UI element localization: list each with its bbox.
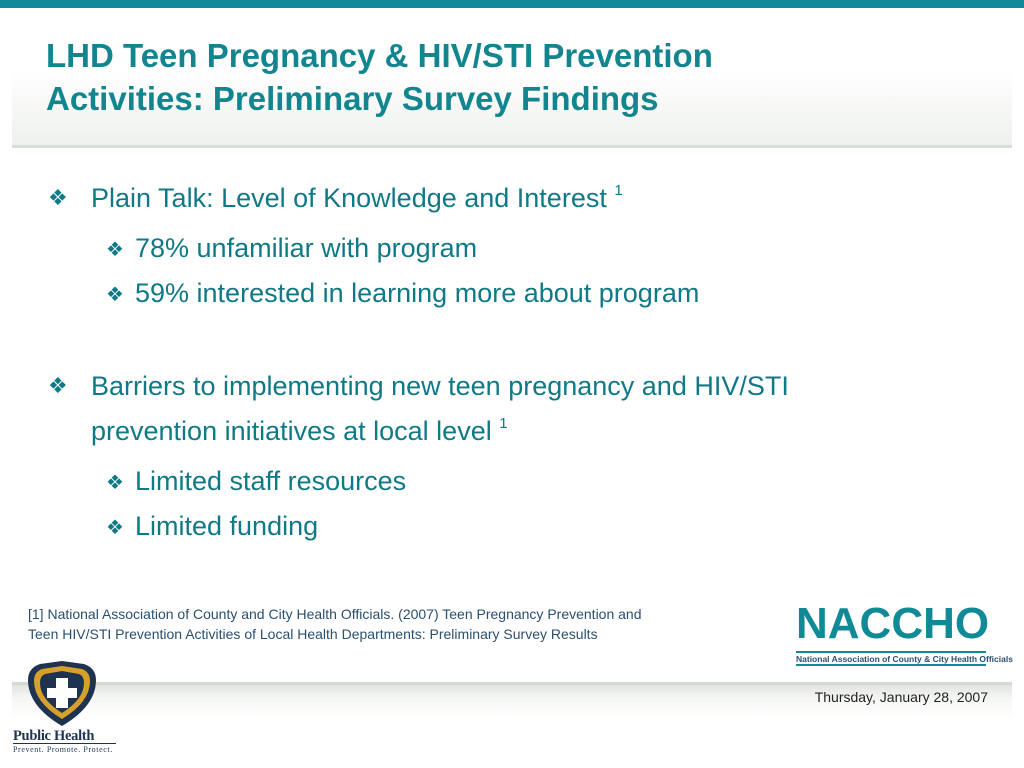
public-health-logo-tagline: Prevent. Promote. Protect. [13,743,116,754]
bullet-text: Plain Talk: Level of Knowledge and Interest [91,183,607,213]
slide-title-line1: LHD Teen Pregnancy & HIV/STI Prevention [46,37,713,74]
slide-title-line2: Activities: Preliminary Survey Findings [46,80,659,117]
sub-bullet-text: 78% unfamiliar with program [135,233,478,263]
naccho-logo [796,599,1013,666]
bullet-item [48,176,928,221]
footnote-ref: 1 [499,415,508,432]
diamond-bullet-icon: ❖ [106,515,124,539]
bullet-item [48,364,928,454]
footnote-line1: [1] National Association of County and City Health Officials. (2007) Teen Pregnancy Prevention and [28,606,642,622]
bullet-text-line2: prevention initiatives at local level [91,416,492,446]
sub-bullet-item [106,459,906,504]
sub-bullet-item [106,226,906,271]
top-accent-bar [0,0,1024,8]
diamond-bullet-icon: ❖ [106,237,124,261]
footnote-ref: 1 [614,182,623,199]
footnote [28,604,788,644]
diamond-bullet-icon: ❖ [106,470,124,494]
sub-bullet-item [106,504,906,549]
naccho-logo-word: NACCHO [796,599,990,648]
public-health-logo-word: Public Health [13,728,95,744]
slide-date: Thursday, January 28, 2007 [814,689,988,705]
diamond-bullet-icon: ❖ [48,374,68,399]
sub-bullet-text: Limited funding [135,511,319,541]
diamond-bullet-icon: ❖ [106,282,124,306]
slide-title [46,34,946,120]
bullet-text-line1: Barriers to implementing new teen pregnancy and HIV/STI [91,371,789,401]
sub-bullet-item [106,271,906,316]
footnote-line2: Teen HIV/STI Prevention Activities of Local Health Departments: Preliminary Survey Results [28,626,598,642]
naccho-logo-subtitle: National Association of County & City Health Officials [796,651,986,666]
diamond-bullet-icon: ❖ [48,186,68,211]
sub-bullet-text: Limited staff resources [135,466,407,496]
sub-bullet-text: 59% interested in learning more about program [135,278,700,308]
